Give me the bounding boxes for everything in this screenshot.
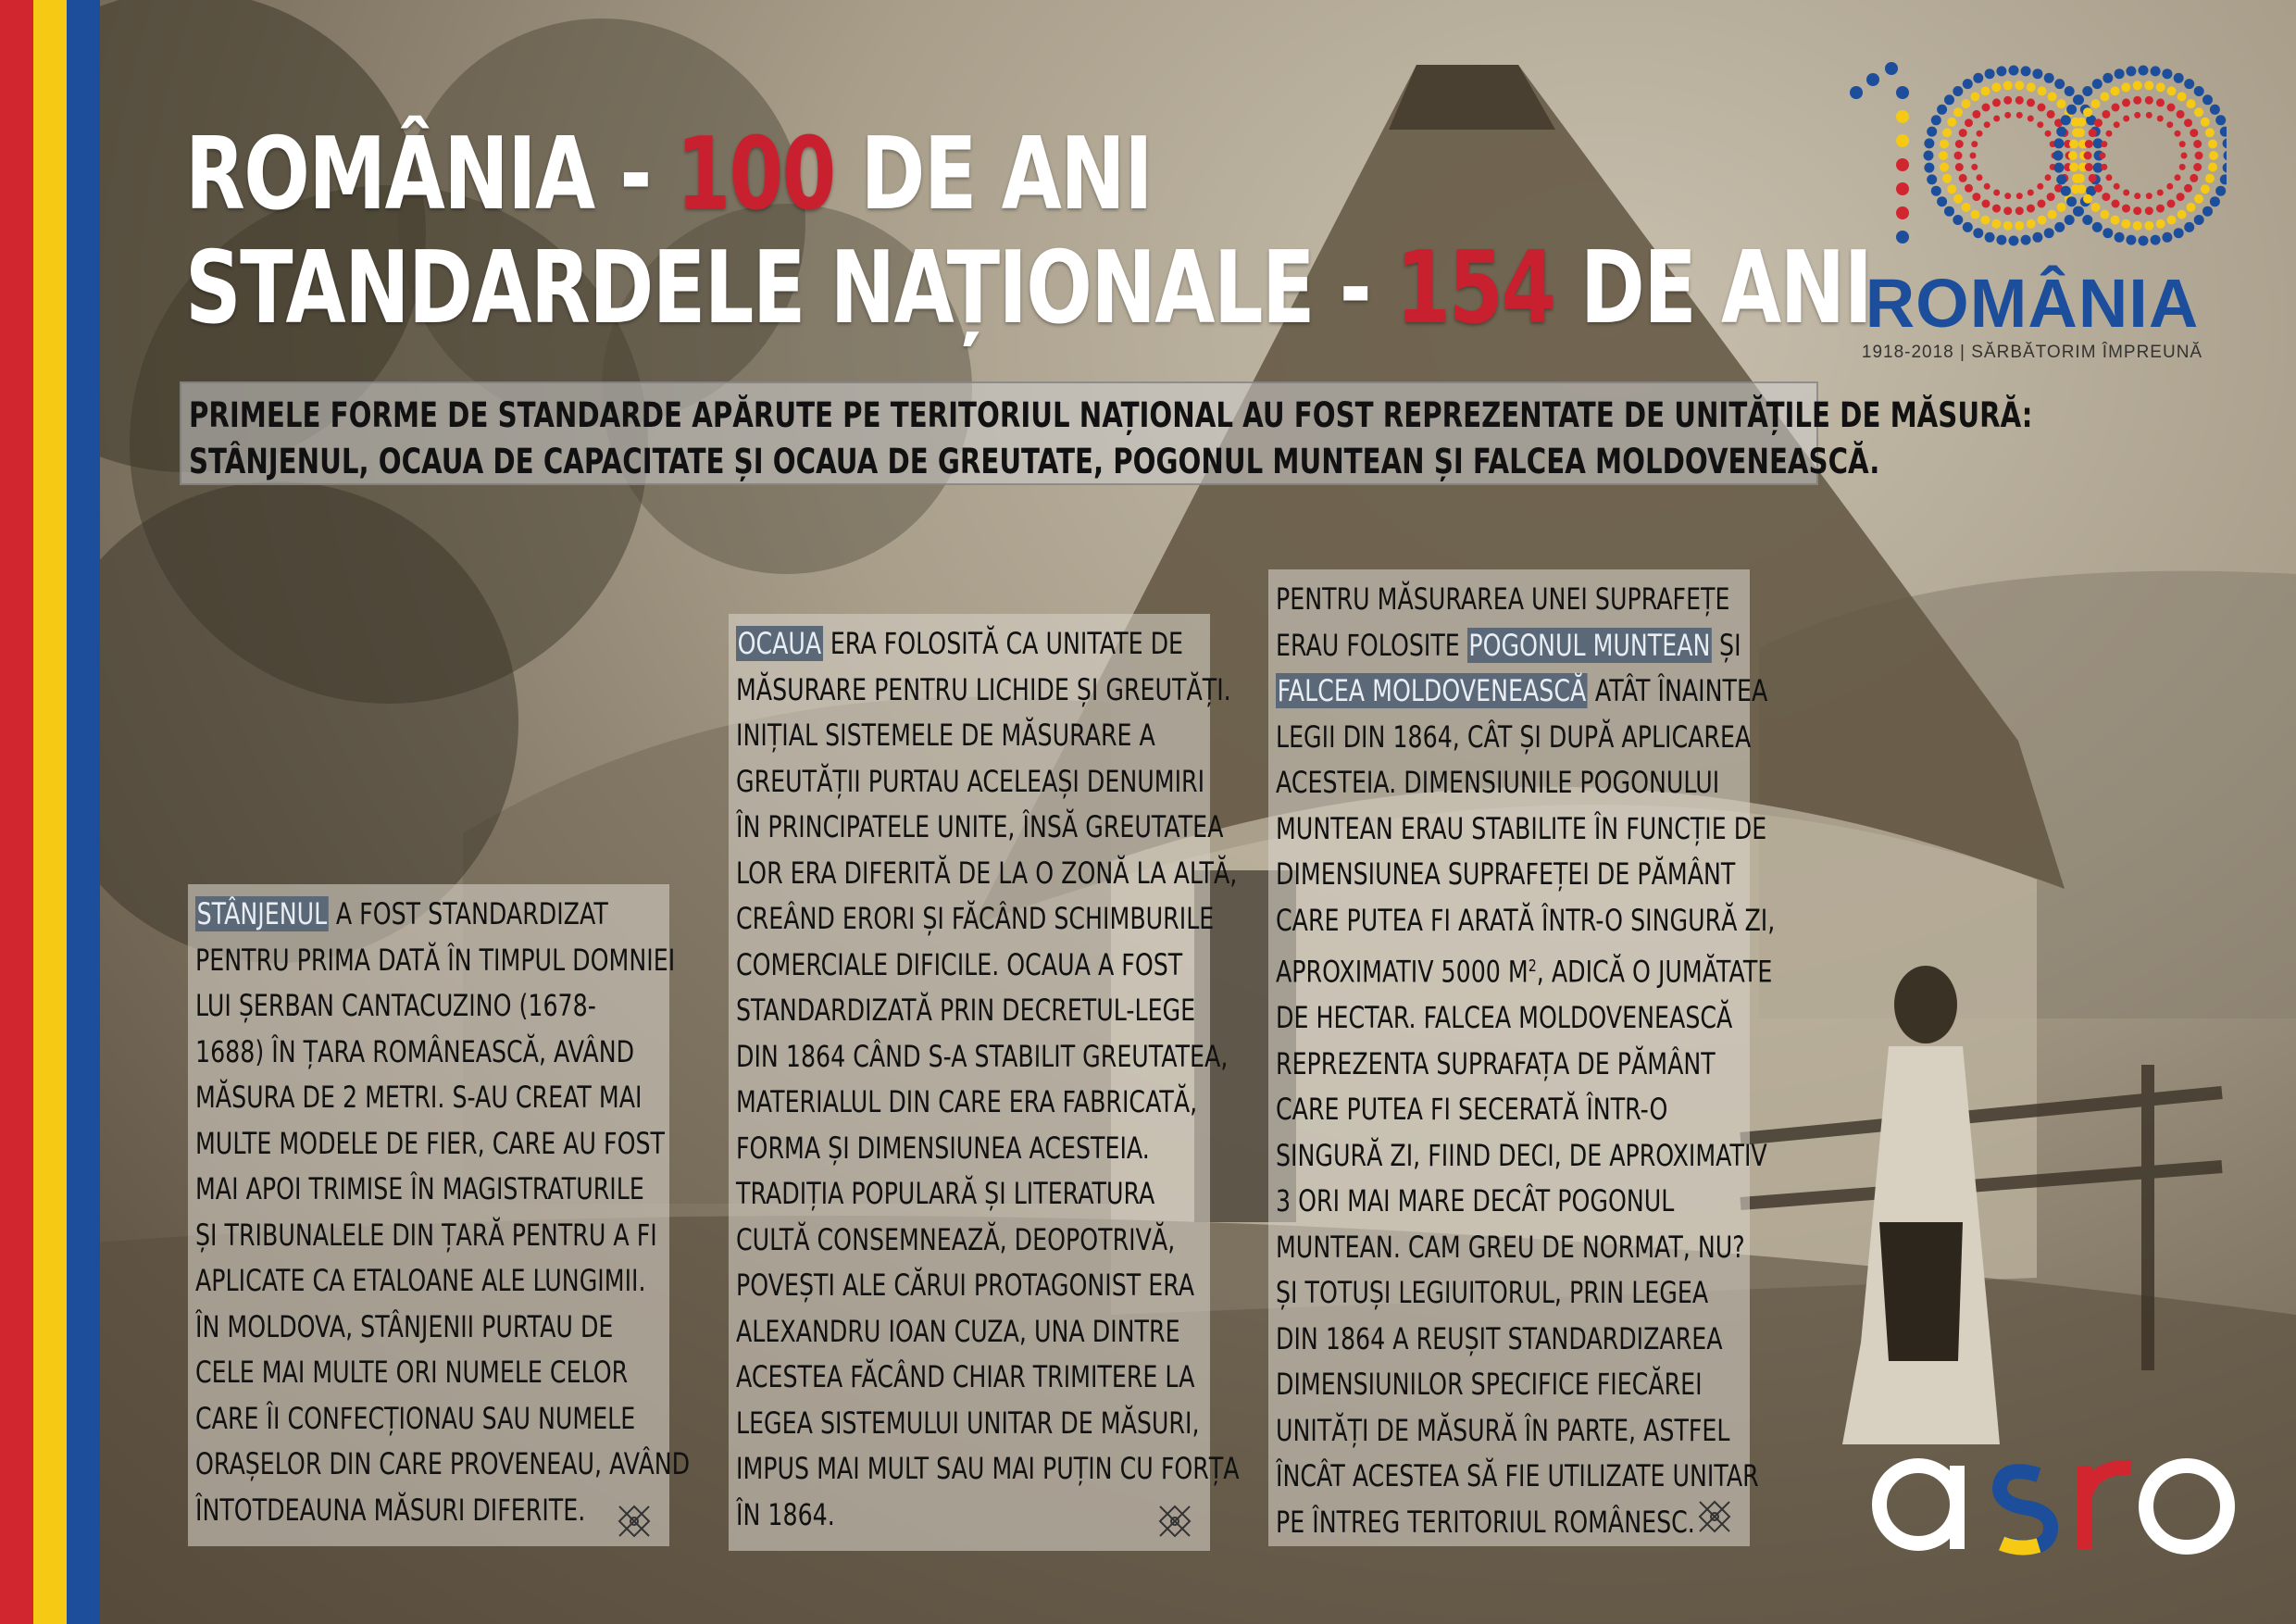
panel-line-text: ERAU FOLOSITE — [1276, 627, 1467, 663]
panel-line: ACESTEA FĂCÂND CHIAR TRIMITERE LA — [736, 1359, 1195, 1394]
panel-line: 3 ORI MAI MARE DECÂT POGONUL — [1276, 1183, 1675, 1219]
panel-line: FORMA ȘI DIMENSIUNEA ACESTEIA. — [736, 1130, 1150, 1166]
romania-100-logo — [1838, 56, 2227, 361]
panel-line: LUI ȘERBAN CANTACUZINO (1678- — [195, 988, 596, 1023]
panel-line-text: , ADICĂ O JUMĂTATE — [1536, 954, 1773, 990]
panel-line: CULTĂ CONSEMNEAZĂ, DEOPOTRIVĂ, — [736, 1221, 1176, 1257]
panel-line: ȘI TRIBUNALELE DIN ȚARĂ PENTRU A FI — [195, 1217, 657, 1253]
panel-line-text: ATÂT ÎNAINTEA — [1587, 673, 1768, 708]
area-superscript: 2 — [1528, 956, 1537, 976]
panel-line: PE ÎNTREG TERITORIUL ROMÂNESC. — [1276, 1504, 1695, 1540]
panel-line — [1276, 623, 1775, 669]
panel-line: LOR ERA DIFERITĂ DE LA O ZONĂ LA ALTĂ, — [736, 855, 1238, 891]
panel-line-text: A FOST STANDARDIZAT — [328, 896, 608, 931]
panel-line-text: APROXIMATIV 5000 M — [1276, 954, 1529, 990]
panel-pogonul-text — [1276, 577, 1775, 1545]
panel-pogonul — [1268, 569, 1776, 1546]
panel-line: DIMENSIUNEA SUPRAFEȚEI DE PĂMÂNT — [1276, 856, 1736, 892]
panel-line: UNITĂȚI DE MĂSURĂ ÎN PARTE, ASTFEL — [1276, 1412, 1730, 1448]
panel-line — [195, 892, 690, 938]
flag-stripe-blue — [67, 0, 100, 1624]
panel-line: DE HECTAR. FALCEA MOLDOVENEASCĂ — [1276, 1000, 1733, 1036]
title-line-2 — [185, 231, 1872, 346]
panel-line — [1276, 577, 1775, 623]
panel-line: APLICATE CA ETALOANE ALE LUNGIMII. — [195, 1263, 646, 1298]
title-2-prefix: STANDARDELE NAȚIONALE - — [185, 231, 1396, 346]
panel-line-text: PENTRU MĂSURAREA UNEI SUPRAFEȚE — [1276, 581, 1730, 617]
panel-stanjenul — [188, 884, 691, 1546]
dotted-100-icon — [1838, 56, 2227, 259]
panel-line: CARE PUTEA FI SECERATĂ ÎNTR-O — [1276, 1092, 1668, 1128]
panel-line: SINGURĂ ZI, FIIND DECI, DE APROXIMATIV — [1276, 1137, 1767, 1173]
panel-ocaua — [729, 614, 1240, 1551]
title-line-1 — [185, 117, 1152, 232]
logo-wordmark: ROMÂNIA — [1865, 265, 2200, 342]
title-2-number: 154 — [1395, 231, 1555, 346]
logo-subtitle: 1918-2018 | SĂRBĂTORIM ÎMPREUNĂ — [1861, 343, 2203, 362]
ornament-icon — [1696, 1498, 1733, 1535]
keyword-stanjenul: STÂNJENUL — [196, 896, 328, 931]
intro-line-2: STÂNJENUL, OCAUA DE CAPACITATE ȘI OCAUA DE GREUTATE, POGONUL MUNTEAN ȘI FALCEA MOLDOVENEASCĂ. — [189, 442, 1880, 481]
panel-line: ÎN PRINCIPATELE UNITE, ÎNSĂ GREUTATEA — [736, 809, 1224, 844]
panel-line: DIMENSIUNILOR SPECIFICE FIECĂREI — [1276, 1367, 1703, 1403]
panel-line: INIȚIAL SISTEMELE DE MĂSURARE A — [736, 718, 1155, 753]
keyword-pogonul-muntean: POGONUL MUNTEAN — [1468, 627, 1711, 663]
panel-line: MUNTEAN. CAM GREU DE NORMAT, NU? — [1276, 1229, 1745, 1265]
ornament-icon — [1156, 1503, 1193, 1540]
panel-stanjenul-text — [195, 892, 690, 1533]
intro-line-1: PRIMELE FORME DE STANDARDE APĂRUTE PE TERITORIUL NAȚIONAL AU FOST REPREZENTATE DE UNITĂȚILE DE MĂSURĂ: — [189, 395, 2033, 435]
panel-line: TRADIȚIA POPULARĂ ȘI LITERATURA — [736, 1176, 1155, 1211]
panel-line: PENTRU PRIMA DATĂ ÎN TIMPUL DOMNIEI — [195, 942, 676, 978]
title-2-suffix: DE ANI — [1554, 231, 1872, 346]
panel-line — [1276, 943, 1775, 995]
panel-line: ÎN 1864. — [736, 1496, 835, 1532]
panel-line: REPREZENTA SUPRAFAȚA DE PĂMÂNT — [1276, 1045, 1716, 1081]
panel-line: ÎNCÂT ACESTEA SĂ FIE UTILIZATE UNITAR — [1276, 1458, 1759, 1494]
panel-line: POVEȘTI ALE CĂRUI PROTAGONIST ERA — [736, 1268, 1195, 1303]
panel-line: ORAȘELOR DIN CARE PROVENEAU, AVÂND — [195, 1446, 691, 1481]
zero-ring-2 — [2053, 66, 2227, 246]
panel-line: MUNTEAN ERAU STABILITE ÎN FUNCȚIE DE — [1276, 810, 1767, 846]
title-1-suffix: DE ANI — [834, 117, 1152, 232]
title-1-prefix: ROMÂNIA - — [185, 117, 677, 232]
intro-box — [180, 381, 2033, 485]
panel-line: DIN 1864 CÂND S-A STABILIT GREUTATEA, — [736, 1038, 1229, 1074]
panel-line: CELE MAI MULTE ORI NUMELE CELOR — [195, 1355, 629, 1390]
panel-line: GREUTĂȚII PURTAU ACELEAȘI DENUMIRI — [736, 763, 1205, 799]
panel-line: 1688) ÎN ȚARA ROMÂNEASCĂ, AVÂND — [195, 1033, 635, 1069]
panel-line: ȘI TOTUȘI LEGIUITORUL, PRIN LEGEA — [1276, 1275, 1709, 1311]
panel-lines-group — [1276, 715, 1775, 944]
panel-line: COMERCIALE DIFICILE. OCAUA A FOST — [736, 946, 1183, 982]
panel-line — [1276, 668, 1775, 715]
panel-line: ÎN MOLDOVA, STÂNJENII PURTAU DE — [195, 1308, 614, 1344]
keyword-ocaua: OCAUA — [737, 626, 822, 661]
panel-line: CARE ÎI CONFECȚIONAU SAU NUMELE — [195, 1400, 636, 1436]
panel-line: IMPUS MAI MULT SAU MAI PUȚIN CU FORȚA — [736, 1451, 1240, 1486]
panel-line: LEGII DIN 1864, CÂT ȘI DUPĂ APLICAREA — [1276, 718, 1752, 755]
flag-stripe-red — [0, 0, 33, 1624]
panel-line: ACESTEIA. DIMENSIUNILE POGONULUI — [1276, 765, 1720, 800]
panel-line-text: ȘI — [1711, 627, 1741, 663]
panel-line: MAI APOI TRIMISE ÎN MAGISTRATURILE — [195, 1171, 644, 1206]
flag-stripe-yellow — [33, 0, 67, 1624]
panel-line: MULTE MODELE DE FIER, CARE AU FOST — [195, 1125, 665, 1161]
panel-line: DIN 1864 A REUȘIT STANDARDIZAREA — [1276, 1320, 1723, 1356]
asro-logo — [1863, 1430, 2252, 1560]
panel-line: CARE PUTEA FI ARATĂ ÎNTR-O SINGURĂ ZI, — [1276, 902, 1776, 938]
panel-line: ALEXANDRU IOAN CUZA, UNA DINTRE — [736, 1313, 1180, 1349]
panel-line: CREÂND ERORI ȘI FĂCÂND SCHIMBURILE — [736, 901, 1215, 936]
intro-text — [189, 393, 2033, 485]
panel-line — [736, 621, 1240, 668]
panel-line: STANDARDIZATĂ PRIN DECRETUL-LEGE — [736, 993, 1196, 1028]
panel-line: ÎNTOTDEAUNA MĂSURI DIFERITE. — [195, 1492, 586, 1528]
panel-line-text: ERA FOLOSITĂ CA UNITATE DE — [822, 626, 1184, 661]
panel-lines-group — [1276, 995, 1775, 1545]
panel-line: MĂSURA DE 2 METRI. S-AU CREAT MAI — [195, 1080, 643, 1115]
panel-line: MATERIALUL DIN CARE ERA FABRICATĂ, — [736, 1084, 1198, 1119]
ornament-icon — [616, 1503, 653, 1540]
title-1-number: 100 — [676, 117, 835, 232]
panel-line: MĂSURARE PENTRU LICHIDE ȘI GREUTĂȚI. — [736, 671, 1231, 707]
keyword-falcea-moldoveneasca: FALCEA MOLDOVENEASCĂ — [1277, 673, 1587, 708]
panel-ocaua-text — [736, 621, 1240, 1538]
panel-line: LEGEA SISTEMULUI UNITAR DE MĂSURI, — [736, 1405, 1200, 1441]
